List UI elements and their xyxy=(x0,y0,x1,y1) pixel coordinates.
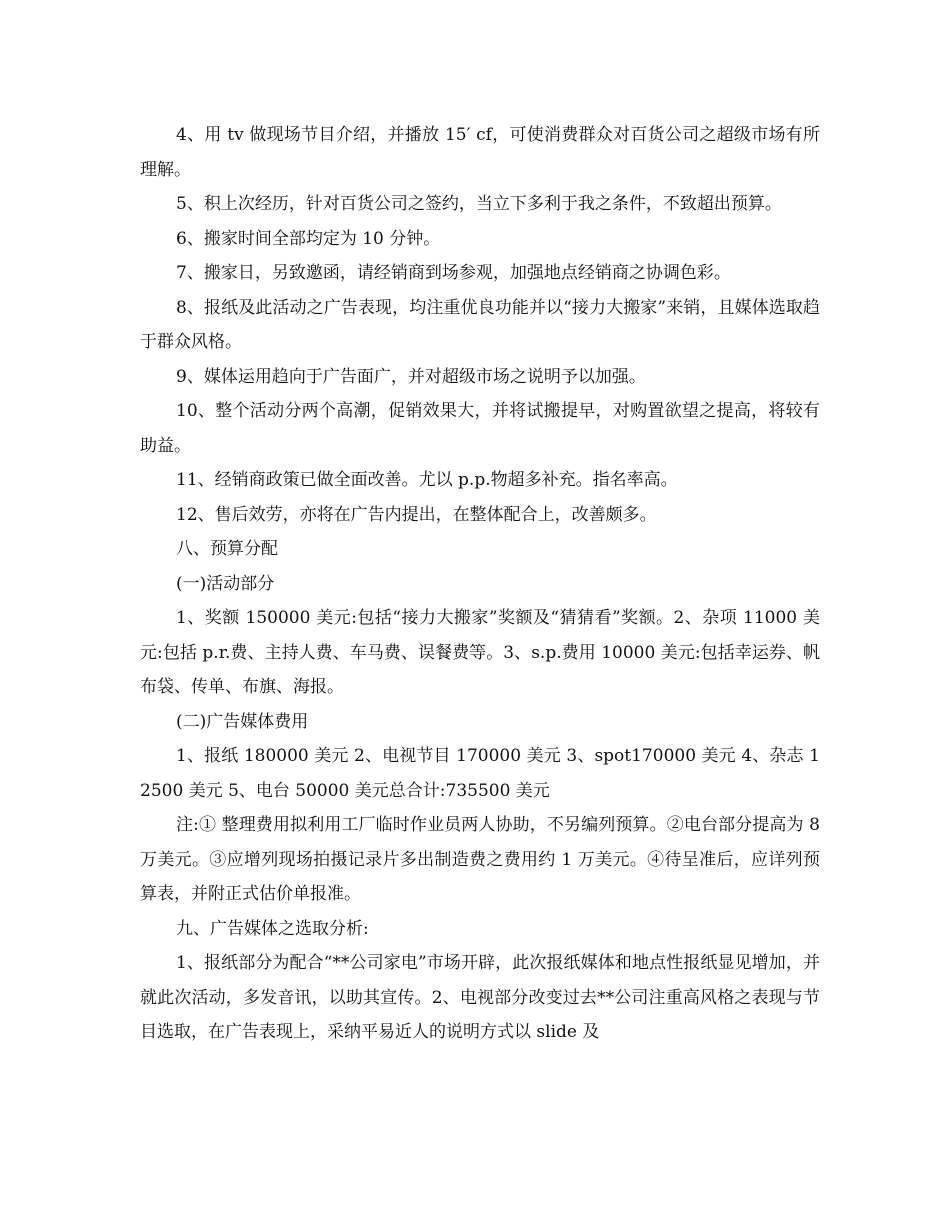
paragraph-item-4: 4、用 tv 做现场节目介绍，并播放 15′ cf，可使消费群众对百货公司之超级市场有所理解。 xyxy=(140,125,820,180)
paragraph-notes: 注:① 整理费用拟利用工厂临时作业员两人协助，不另编列预算。②电台部分提高为 8 万美元。③应增列现场拍摄记录片多出制造费之费用约 1 万美元。④待呈准后，应详列预算表，并附正式估价单报准。 xyxy=(140,815,820,904)
section-heading-media-analysis: 九、广告媒体之选取分析: xyxy=(176,918,369,939)
subheading-activity: (一)活动部分 xyxy=(176,573,275,594)
paragraph-item-8: 8、报纸及此活动之广告表现，均注重优良功能并以“接力大搬家”来销，且媒体选取趋于群众风格。 xyxy=(140,297,820,352)
section-heading-budget: 八、预算分配 xyxy=(176,539,278,559)
paragraph-media-costs: 1、报纸 180000 美元 2、电视节目 170000 美元 3、spot170000 美元 4、杂志 12500 美元 5、电台 50000 美元总合计:735500 美元 xyxy=(140,746,820,801)
paragraph-item-6: 6、搬家时间全部均定为 10 分钟。 xyxy=(176,228,441,249)
paragraph-item-7: 7、搬家日，另致邀函，请经销商到场参观，加强地点经销商之协调色彩。 xyxy=(176,263,731,283)
subheading-media-costs: (二)广告媒体费用 xyxy=(176,711,309,732)
paragraph-item-11: 11、经销商政策已做全面改善。尤以 p.p.物超多补充。指名率高。 xyxy=(176,470,678,490)
paragraph-item-10: 10、整个活动分两个高潮，促销效果大，并将试搬提早，对购置欲望之提高，将较有助益。 xyxy=(140,401,820,456)
paragraph-item-12: 12、售后效劳，亦将在广告内提出，在整体配合上，改善颇多。 xyxy=(176,504,657,525)
paragraph-item-5: 5、积上次经历，针对百货公司之签约，当立下多利于我之条件，不致超出预算。 xyxy=(176,194,782,214)
paragraph-media-analysis: 1、报纸部分为配合“**公司家电”市场开辟，此次报纸媒体和地点性报纸显见增加，并就此次活动，多发音讯，以助其宣传。2、电视部分改变过去**公司注重高风格之表现与节目选取，在广告表现上，采纳平易近人的说明方式以 slide 及 xyxy=(140,953,820,1042)
paragraph-activity-costs: 1、奖额 150000 美元:包括“接力大搬家”奖额及“猜猜看”奖额。2、杂项 11000 美元:包括 p.r.费、主持人费、车马费、误餐费等。3、s.p.费用 10000 美元:包括幸运券、帆布袋、传单、布旗、海报。 xyxy=(140,608,820,697)
paragraph-item-9: 9、媒体运用趋向于广告面广，并对超级市场之说明予以加强。 xyxy=(176,366,646,387)
document-body xyxy=(140,118,820,1050)
